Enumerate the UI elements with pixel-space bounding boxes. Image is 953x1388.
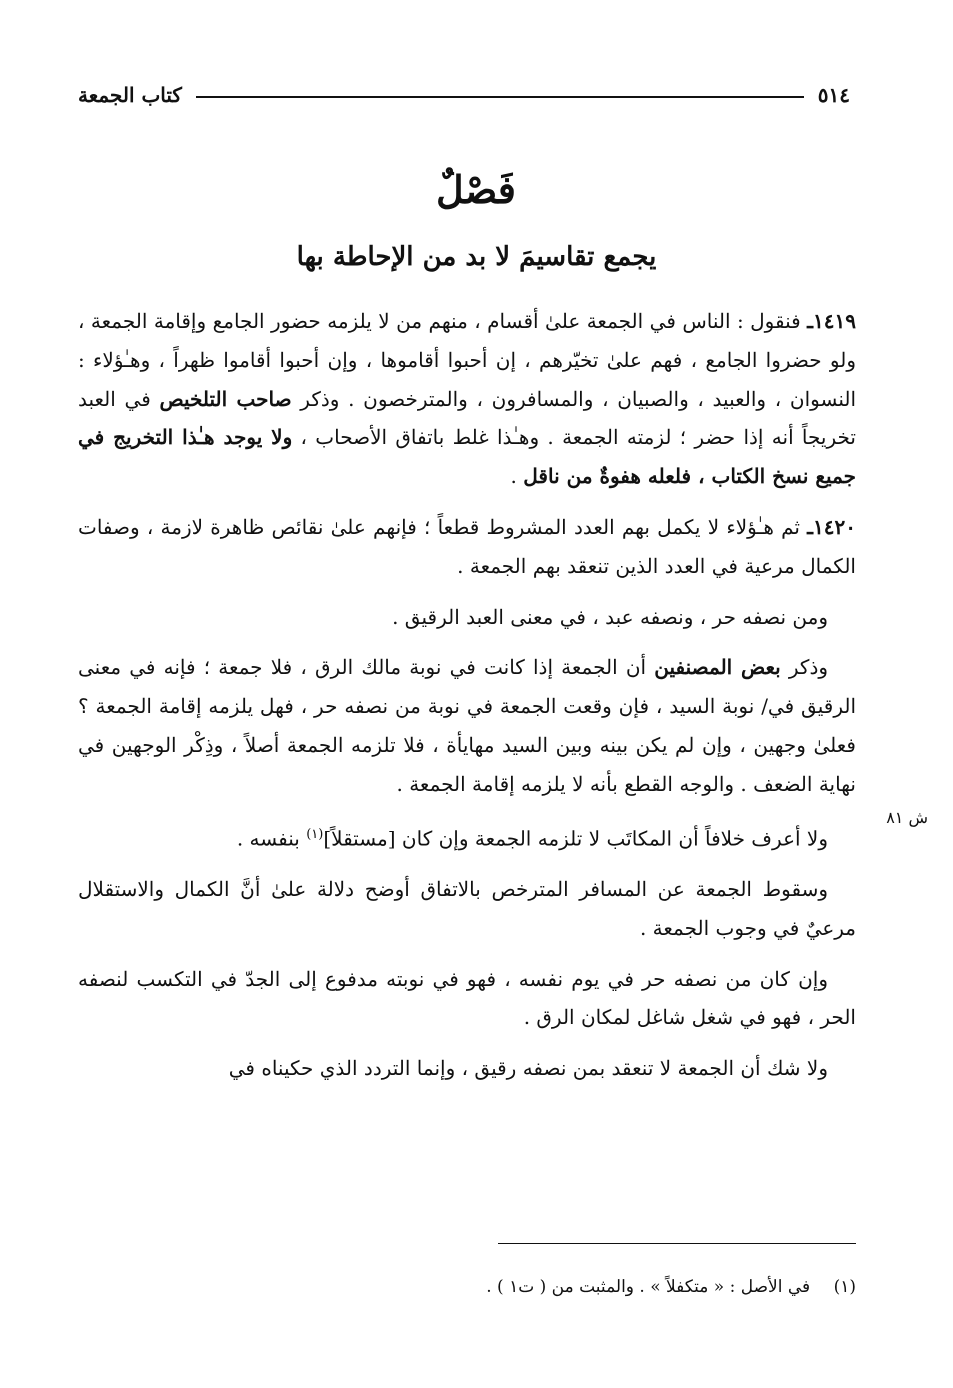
body-text [78, 302, 856, 1100]
bold-text: ولا يوجد هـٰذا التخريج في جميع نسخ الكتاب ، فلعله هفوةٌ من ناقل [78, 425, 856, 489]
book-title: كتاب الجمعة [78, 83, 182, 107]
paragraph-number: ١٤١٩ـ [807, 309, 856, 333]
text-segment: ولا شك أن الجمعة لا تنعقد بمن نصفه رقيق ، وإنما التردد الذي حكيناه في [228, 1056, 828, 1081]
running-header [78, 80, 850, 110]
text-segment: ومن نصفه حر ، ونصفه عبد ، في معنى العبد الرقيق . [392, 604, 828, 629]
paragraph [78, 1049, 856, 1088]
text-segment: فنقول : الناس في الجمعة علىٰ أقسام ، منهم من لا يلزمه حضور الجامع وإقامة الجمعة ، ولو حضروا الجامع ، فهم علىٰ تخيّرهم ، إن أحبوا أقاموها ، وإن أحبوا أقاموا ظهراً ، وهـٰؤلاء : النسوان ، والعبيد ، والصبيان ، والمسافرون ، والمترخصون . وذكر [78, 309, 857, 411]
paragraph-number: ١٤٢٠ـ [807, 514, 856, 539]
text-segment: بنفسه . [236, 826, 307, 851]
footnote-number: (١) [833, 1277, 856, 1297]
section-title: يجمع تقاسيمَ لا بد من الإحاطة بها [296, 242, 657, 272]
text-segment: . [510, 464, 524, 489]
paragraph [78, 598, 856, 637]
text-segment: في العبد تخريجاً أنه إذا حضر ؛ لزمته الجمعة . وهـٰذا غلط باتفاق الأصحاب ، [78, 386, 857, 450]
text-segment: وسقوط الجمعة عن المسافر المترخص بالاتفاق أوضح دلالة علىٰ أنَّ الكمال والاستقلال مرعيٌ في وجوب الجمعة . [78, 877, 856, 940]
margin-note: ش ٨١ [886, 808, 928, 827]
text-segment: ولا أعرف خلافاً أن المكاتَب لا تلزمه الجمعة وإن كان [مستقلاً] [323, 826, 828, 851]
bold-text: صاحب التلخيص [159, 386, 292, 411]
fasl-heading: فَصْلٌ [436, 167, 516, 212]
paragraph [78, 870, 856, 948]
paragraph [78, 302, 856, 496]
paragraph [78, 960, 856, 1038]
text-segment: أن الجمعة إذا كانت في نوبة مالك الرق ، فلا جمعة ؛ فإنه في معنى الرقيق في/ نوبة السيد ، فإن وقعت الجمعة في نوبة من نصفه حر ، فهل يلزمه إقامة الجمعة ؟ فعلىٰ وجهين ، وإن لم يكن بينه وبين السيد مهايأة ، فلا تلزمه الجمعة أصلاً ، وذِكْر الوجهين في نهاية الضعف . والوجه القطع بأنه لا يلزمه إقامة الجمعة . [78, 655, 856, 796]
footnote-rule [498, 1243, 856, 1244]
text-segment: وإن كان من نصفه حر في يوم نفسه ، فهو في نوبته مدفوع إلى الجدّ في التكسب لنصفه الحر ، فهو في شغل شاغل لمكان الرق . [78, 966, 856, 1030]
footnote-ref: (١) [306, 826, 324, 842]
bold-text: بعض المصنفين [654, 655, 781, 680]
footnote [330, 1272, 856, 1302]
footnote-text: في الأصل : « متكفلاً » . والمثبت من ( ت١ ) . [486, 1277, 811, 1297]
paragraph [78, 508, 856, 586]
header-rule [196, 96, 804, 98]
page-number: ٥١٤ [817, 83, 850, 107]
paragraph [78, 816, 856, 858]
text-segment: ثم هـٰؤلاء لا يكمل بهم العدد المشروط قطعاً ؛ فإنهم علىٰ نقائص ظاهرة لازمة ، وصفات الكمال مرعية في العدد الذين تنعقد بهم الجمعة . [78, 514, 856, 578]
paragraph [78, 648, 856, 803]
text-segment: وذكر [780, 655, 829, 680]
